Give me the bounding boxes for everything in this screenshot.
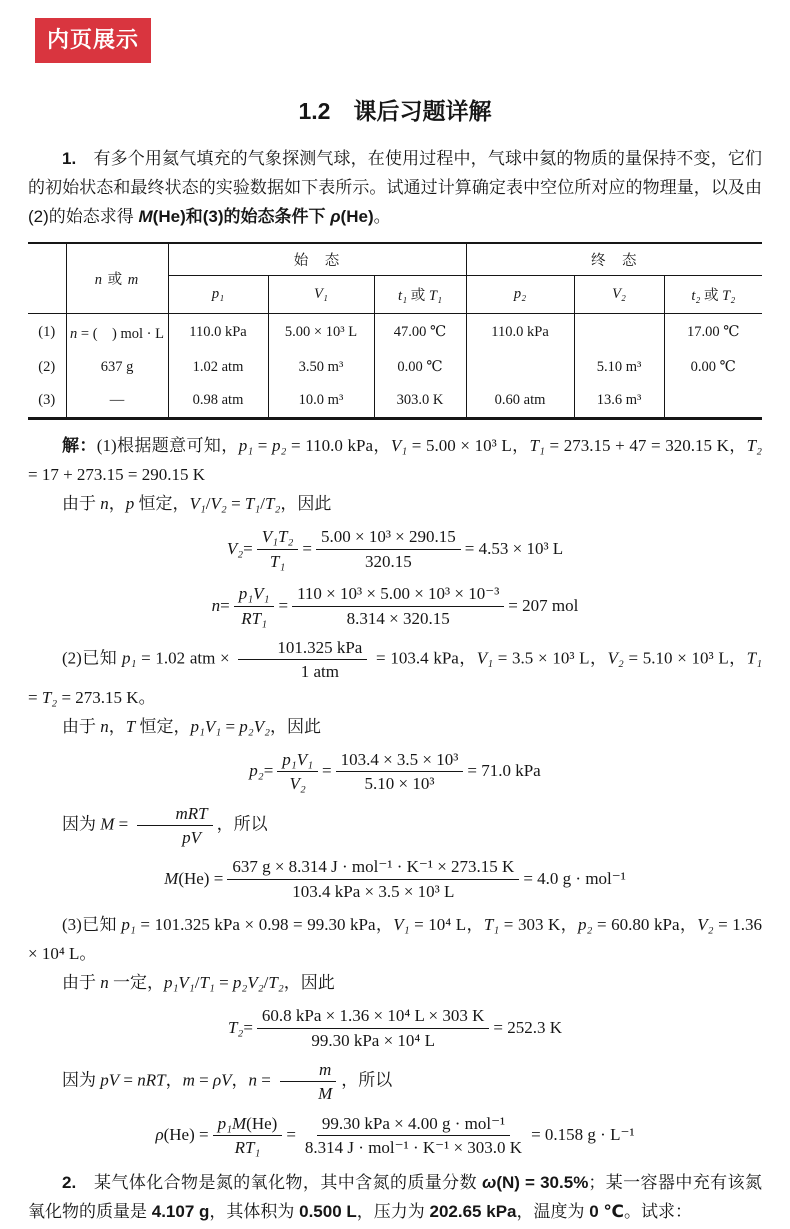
text-segment: p₁ (211, 286, 225, 302)
text-segment: (3)已知 (62, 915, 122, 934)
table-cell: 303.0 K (374, 384, 466, 419)
table-cell: 110.0 kPa (168, 314, 268, 352)
text-segment: 103.4 × 3.5 × 10³ (340, 749, 459, 769)
solution-step-3 (28, 637, 762, 712)
fraction-numerator (257, 1005, 489, 1028)
text-segment: T₁ (199, 973, 215, 992)
solution-step-5 (28, 803, 762, 849)
text-segment: ，所以 (341, 1070, 393, 1090)
text-segment: 或 (700, 288, 723, 304)
text-segment: p₁V₁ (282, 749, 313, 769)
text-segment: = (253, 436, 272, 455)
fraction-denominator (262, 660, 344, 682)
text-segment: = 3.5 × 10³ L， (493, 648, 608, 668)
text-segment: nRT (137, 1070, 166, 1090)
equation-t2 (28, 1002, 762, 1054)
text-segment: 110 × 10³ × 5.00 × 10³ × 10⁻³ (297, 584, 500, 604)
text-segment: = (263, 761, 274, 781)
text-segment: V₁ (476, 648, 494, 668)
text-segment: 恒定， (134, 494, 190, 513)
text-segment: 5.00 × 10³ × 290.15 (320, 527, 456, 547)
text-segment: 和(3)的始态条件下 (185, 207, 326, 226)
text-segment: (He) = (163, 1125, 209, 1145)
fraction-denominator (360, 550, 417, 572)
math-fraction (300, 1113, 527, 1159)
text-segment: = 103.4 kPa， (371, 648, 477, 668)
text-segment: 8.314 × 320.15 (346, 608, 450, 628)
text-segment: = (243, 1017, 253, 1037)
text-segment: = 273.15 K。 (57, 687, 156, 707)
text-segment: 1. (62, 149, 77, 168)
text-segment: ，温度为 (516, 1201, 590, 1221)
text-segment: p₂ (249, 761, 264, 781)
col-header-p2 (466, 276, 574, 314)
text-segment: = (119, 1070, 138, 1090)
text-segment: n (211, 595, 221, 615)
inner-page-badge: 内页展示 (35, 18, 151, 63)
text-segment: M (164, 868, 179, 888)
text-segment: V₂ (612, 286, 626, 302)
text-segment: = 10⁴ L， (409, 915, 484, 934)
math-fraction (292, 583, 504, 629)
table-cell: 47.00 ℃ (374, 314, 466, 352)
fraction-numerator (257, 526, 299, 549)
text-segment: ，压力为 (356, 1201, 430, 1221)
text-segment: = (322, 761, 332, 781)
text-segment: ρ (155, 1125, 164, 1145)
table-cell (466, 351, 574, 384)
text-segment: (He) (246, 1113, 278, 1133)
text-segment: M (138, 207, 153, 226)
text-segment: 60.8 kPa × 1.36 × 10⁴ L × 303 K (261, 1006, 485, 1026)
equation-n (28, 580, 762, 632)
fraction-denominator (360, 772, 440, 794)
text-segment: / (205, 494, 211, 513)
text-segment: 恒定， (135, 716, 191, 736)
table-corner-cell (28, 243, 66, 314)
text-segment: = 17 + 273.15 = 290.15 K (28, 465, 206, 484)
text-segment: p₁ (121, 915, 136, 934)
text-segment: / (260, 494, 266, 513)
solution-step-8 (28, 1059, 762, 1105)
text-segment: M (318, 1084, 333, 1104)
text-segment: = (214, 973, 233, 992)
text-segment: 637 g × 8.314 J · mol⁻¹ · K⁻¹ × 273.15 K (232, 857, 515, 877)
row-label: (3) (28, 384, 66, 419)
text-segment: = 303 K， (499, 915, 578, 934)
fraction-denominator (143, 826, 206, 848)
text-segment: m (127, 272, 140, 288)
equation-v2 (28, 523, 762, 575)
text-segment: 。 (373, 207, 391, 226)
text-segment: t₂ (691, 288, 701, 304)
equation-m-he (28, 853, 762, 905)
table-row (28, 384, 762, 419)
text-segment: = (220, 595, 230, 615)
text-segment: 101.325 kPa (277, 638, 363, 657)
fraction-denominator (287, 880, 459, 902)
text-segment: ；某一容器中充有该氮氧化物的质量是 (28, 1172, 762, 1221)
text-segment: = (302, 538, 312, 558)
text-segment: n (248, 1070, 257, 1090)
text-segment: n (100, 973, 109, 992)
text-segment: p₂V₂ (232, 973, 264, 992)
table-row (28, 351, 762, 384)
table-cell: 5.10 m³ (574, 351, 664, 384)
text-segment: 5.10 × 10³ (364, 774, 435, 793)
text-segment: n (70, 326, 78, 342)
text-segment: 99.30 kPa × 10⁴ L (311, 1030, 435, 1050)
math-fraction (257, 526, 299, 572)
text-segment: V₂ (607, 648, 624, 668)
math-fraction (213, 1113, 283, 1159)
text-segment: ω (482, 1172, 497, 1192)
text-segment: (1)根据题意可知， (96, 436, 239, 455)
text-segment: p₂ (272, 436, 287, 455)
fraction-denominator (265, 550, 290, 572)
text-segment: (2)已知 (62, 648, 122, 668)
text-segment: T₁ (244, 494, 261, 513)
math-fraction (277, 749, 318, 795)
text-segment: 有多个用氦气填充的气象探测气球，在使用过程中，气球中氦的物质的量保持不变，它们的初始状态和最终状态的实验数据如下表所示。试通过计算确定表中空位所对应的物理量，以及由(2)的始态求得 (28, 149, 762, 226)
text-segment: = 5.10 × 10³ L， (623, 648, 747, 668)
text-segment: 因为 (62, 814, 101, 834)
text-segment: ，因此 (280, 494, 332, 513)
problem-2-text (28, 1168, 762, 1226)
text-segment: V₂ (210, 494, 227, 513)
fraction-numerator (213, 1113, 283, 1136)
fraction-denominator (230, 1136, 266, 1158)
text-segment: 2. (62, 1172, 77, 1192)
table-cell: 10.0 m³ (268, 384, 374, 419)
text-segment: V₁ (393, 915, 410, 934)
text-segment: n (100, 494, 109, 513)
col-header-p1 (168, 276, 268, 314)
math-fraction (336, 749, 464, 795)
text-segment: 解： (62, 436, 97, 455)
fraction-numerator (238, 637, 367, 660)
table-cell (664, 384, 762, 419)
text-segment: T (125, 716, 136, 736)
fraction-numerator (137, 803, 213, 826)
text-segment: p₁V₁ (190, 716, 222, 736)
math-fraction (316, 526, 461, 572)
fraction-denominator (284, 772, 310, 794)
equation-p2 (28, 746, 762, 798)
fraction-denominator (279, 1082, 337, 1104)
text-segment: T₂ (722, 288, 736, 304)
text-segment: = (226, 494, 245, 513)
text-segment: 1 atm (300, 662, 339, 682)
n-or-m-cell (66, 351, 168, 384)
text-segment: ，其体积为 (209, 1201, 300, 1221)
text-segment: = (243, 538, 253, 558)
experiment-data-table-wrap (28, 242, 762, 420)
solution-step-7 (28, 968, 762, 997)
text-segment: m (319, 1060, 332, 1079)
text-segment: 103.4 kPa × 3.5 × 10³ L (292, 881, 455, 901)
solution-step-6 (28, 910, 762, 968)
text-segment: 320.15 (365, 551, 412, 571)
text-segment: = (28, 687, 42, 707)
text-segment: pV (100, 1070, 120, 1090)
text-segment: ，因此 (270, 716, 321, 736)
text-segment: p (125, 494, 135, 513)
fraction-numerator (292, 583, 504, 606)
text-segment: 202.65 kPa (429, 1201, 517, 1221)
fraction-numerator (336, 749, 464, 772)
text-segment: t₁ (398, 288, 408, 304)
n-or-m-cell (66, 314, 168, 352)
text-segment: T₂ (746, 436, 763, 455)
text-segment: 某气体化合物是氮的氧化物，其中含氮的质量分数 (76, 1172, 483, 1192)
text-segment: = 1.36 × 10⁴ L。 (28, 915, 762, 963)
text-segment: V₁T₂ (261, 527, 294, 547)
text-segment: = (221, 716, 240, 736)
text-segment: = (278, 595, 289, 615)
text-segment: 由于 (62, 494, 101, 513)
solution-step-2 (28, 489, 762, 518)
text-segment: V₂ (697, 915, 714, 934)
table-cell: 1.02 atm (168, 351, 268, 384)
text-segment: = 5.00 × 10³ L， (407, 436, 530, 455)
text-segment: T₂ (41, 687, 58, 707)
fraction-denominator (306, 1029, 440, 1051)
text-segment: 0 ℃ (589, 1201, 624, 1221)
text-segment: ， (165, 1070, 183, 1090)
text-segment: ，因此 (283, 973, 335, 992)
fraction-numerator (316, 526, 461, 549)
table-cell: 0.00 ℃ (374, 351, 466, 384)
section-title: 1.2 课后习题详解 (298, 98, 492, 124)
text-segment: 637 g (100, 359, 134, 375)
problem-1-text (28, 144, 762, 231)
table-row (28, 314, 762, 352)
text-segment: = (257, 1070, 276, 1090)
text-segment: ， (108, 716, 126, 736)
fraction-denominator (342, 607, 455, 629)
text-segment: 因为 (62, 1070, 101, 1090)
col-header-t1 (374, 276, 466, 314)
text-segment: p₁M (217, 1113, 247, 1133)
fraction-numerator (234, 583, 275, 606)
text-segment: p₁ (238, 436, 254, 455)
text-segment: 8.314 J · mol⁻¹ · K⁻¹ × 303.0 K (304, 1138, 523, 1157)
table-cell: 5.00 × 10³ L (268, 314, 374, 352)
text-segment: ， (231, 1070, 249, 1090)
text-segment: = 60.80 kPa， (592, 915, 698, 934)
col-header-n-or-m (66, 243, 168, 314)
text-segment: = 273.15 + 47 = 320.15 K， (544, 436, 747, 455)
table-cell: 0.98 atm (168, 384, 268, 419)
text-segment: / (194, 973, 200, 992)
table-cell: 110.0 kPa (466, 314, 574, 352)
text-segment: (He) = (178, 868, 224, 888)
row-label: (2) (28, 351, 66, 384)
text-segment: p₂ (513, 286, 527, 302)
group-header-initial-state: 始 态 (168, 243, 466, 276)
text-segment: pV (182, 827, 202, 847)
text-segment: = (114, 814, 133, 834)
text-segment: p₁ (121, 648, 137, 668)
text-segment: ρV (212, 1070, 232, 1090)
math-fraction (234, 583, 275, 629)
text-segment: p₁V₁ (238, 584, 270, 604)
table-cell (574, 314, 664, 352)
fraction-denominator (300, 1136, 527, 1158)
experiment-data-table (28, 242, 762, 420)
text-segment: 0.500 L (299, 1201, 357, 1221)
table-cell: 17.00 ℃ (687, 324, 740, 340)
math-fraction (137, 803, 213, 849)
text-segment: T₁ (746, 648, 763, 668)
fraction-numerator (317, 1113, 510, 1136)
text-segment: = (286, 1125, 296, 1145)
text-segment: RT₁ (241, 608, 267, 628)
table-cell: 13.6 m³ (574, 384, 664, 419)
text-segment: (N) = 30.5% (496, 1172, 589, 1192)
text-segment: = 71.0 kPa (467, 761, 541, 781)
math-fraction (238, 637, 367, 683)
text-segment: — (109, 392, 125, 408)
text-segment: 99.30 kPa × 4.00 g · mol⁻¹ (321, 1113, 506, 1133)
solution-step-4 (28, 712, 762, 741)
text-segment: 或 (103, 272, 128, 288)
table-cell: 0.00 ℃ (690, 359, 736, 375)
text-segment: n (100, 716, 109, 736)
text-segment: = (194, 1070, 213, 1090)
table-cell: 3.50 m³ (268, 351, 374, 384)
fraction-numerator (277, 749, 318, 772)
text-segment: = 207 mol (508, 595, 579, 615)
text-segment: (He) (152, 207, 186, 226)
text-segment: T₁ (269, 551, 286, 571)
text-segment: T₂ (265, 494, 281, 513)
text-segment: ， (108, 494, 126, 513)
text-segment: ，所以 (216, 814, 268, 834)
text-segment: RT₁ (234, 1138, 261, 1157)
text-segment: V₁ (314, 286, 328, 302)
col-header-v1 (268, 276, 374, 314)
text-segment: = 252.3 K (493, 1017, 563, 1037)
text-segment: m (182, 1070, 195, 1090)
text-segment: T₁ (428, 288, 442, 304)
group-header-final-state: 终 态 (466, 243, 762, 276)
text-segment: V₂ (289, 774, 306, 793)
text-segment: M (100, 814, 115, 834)
text-segment: 或 (407, 288, 429, 304)
text-segment: 由于 (62, 973, 101, 992)
text-segment: (He) (340, 207, 374, 226)
text-segment: 。试求： (623, 1201, 692, 1221)
solution-step-1 (28, 431, 762, 489)
math-fraction (227, 856, 519, 902)
fraction-denominator (236, 607, 272, 629)
text-segment: = 0.158 g · L⁻¹ (531, 1125, 635, 1145)
math-fraction (257, 1005, 489, 1051)
text-segment: ρ (325, 207, 341, 226)
text-segment: n (94, 272, 103, 288)
text-segment: = ( ) mol · L (77, 326, 164, 342)
text-segment: = 4.53 × 10³ L (464, 538, 564, 558)
text-segment: T₂ (227, 1017, 244, 1037)
text-segment: T₁ (529, 436, 545, 455)
text-segment: p₂V₂ (239, 716, 270, 736)
table-cell: 0.60 atm (466, 384, 574, 419)
text-segment: p₂ (578, 915, 593, 934)
row-label: (1) (28, 314, 66, 352)
text-segment: V₁ (390, 436, 408, 455)
text-segment: V₂ (226, 538, 244, 558)
text-segment: / (263, 973, 269, 992)
text-segment: mRT (175, 803, 208, 823)
text-segment: 由于 (62, 716, 101, 736)
fraction-numerator (280, 1059, 336, 1082)
text-segment: 4.107 g (151, 1201, 210, 1221)
text-segment: = 101.325 kPa × 0.98 = 99.30 kPa， (135, 915, 394, 934)
text-segment: = 1.02 atm × (136, 648, 235, 668)
col-header-t2 (664, 276, 762, 314)
n-or-m-cell (66, 384, 168, 419)
equation-rho-he (28, 1110, 762, 1162)
text-segment: = 4.0 g · mol⁻¹ (523, 868, 626, 888)
text-segment: T₁ (483, 915, 500, 934)
text-segment: V₁ (189, 494, 206, 513)
math-fraction (279, 1059, 337, 1105)
text-segment: p₁V₁ (164, 973, 195, 992)
text-segment: 一定， (108, 973, 164, 992)
text-segment: T₂ (268, 973, 284, 992)
text-segment: = 110.0 kPa， (286, 436, 391, 455)
fraction-numerator (227, 856, 519, 879)
col-header-v2 (574, 276, 664, 314)
